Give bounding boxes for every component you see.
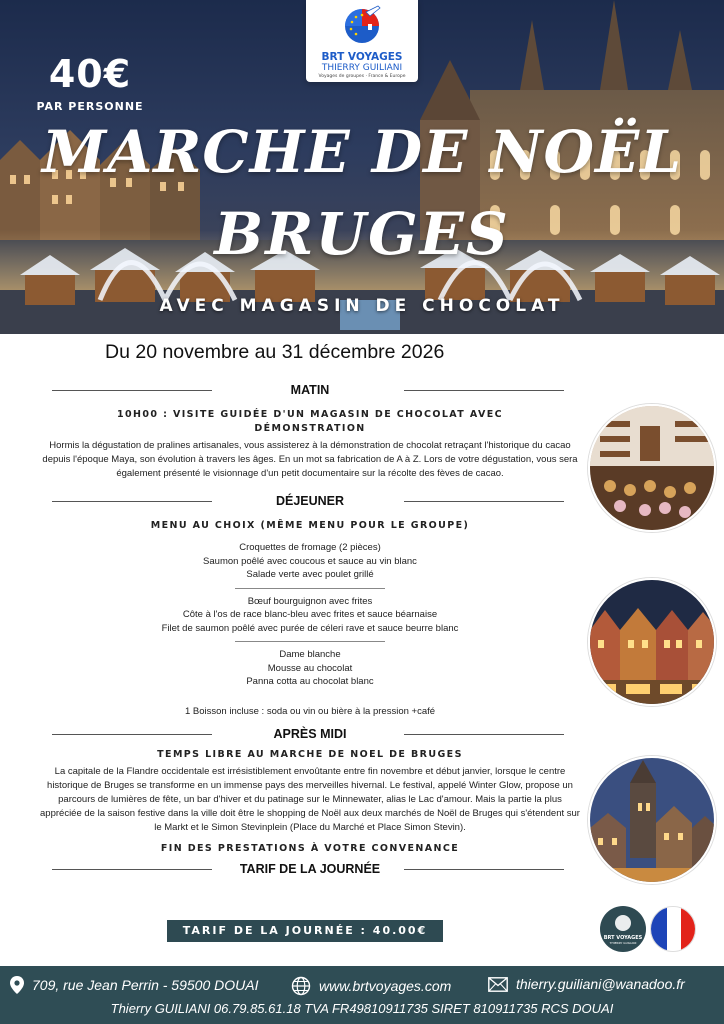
title-line-2: BRUGES xyxy=(214,200,510,268)
french-flag-icon xyxy=(650,906,696,952)
divider-left xyxy=(52,734,212,735)
bruges-houses-image xyxy=(590,580,716,706)
program-content xyxy=(40,380,580,887)
menu-item: Panna cotta au chocolat blanc xyxy=(246,676,374,687)
title-line-1: MARCHE DE NOËL xyxy=(42,118,682,186)
footer xyxy=(0,966,724,1024)
menu-item: Mousse au chocolat xyxy=(267,662,353,674)
divider-left xyxy=(52,390,212,391)
apres-midi-paragraph: La capitale de la Flandre occidentale est irrésistiblement envoûtante entre fin novembre et début janvier, lorsque le centre historique de Bruges se transforme en un immense pays des merveilles hivernal. Le festival, appelé Winter Glow, propose un parcours de lumières de fête, un bar d'hiver et du patinage sur le Minnewater, alias le Lac d'amour. Mais la partie la plus appréciée de la saison festive dans la ville doit être le shopping de Noël aux deux marchés de Noël de Bruges qui s'étendent sur le Markt et le Simon Stevinplein (Place du Marché et Place Simon Stevin). xyxy=(40,766,580,833)
price-amount: 40€ xyxy=(48,52,132,96)
heading-label: MATIN xyxy=(290,383,330,397)
menu-item: Filet de saumon poêlé avec purée de céleri rave et sauce beurre blanc xyxy=(161,622,459,634)
chocolate-shop-image xyxy=(590,406,716,532)
section-heading-apres-midi xyxy=(40,724,580,744)
bruges-tower-image xyxy=(590,758,716,884)
globe-icon xyxy=(291,976,311,996)
matin-paragraph: Hormis la dégustation de pralines artisanales, vous assisterez à la démonstration de chocolat retraçant l'historique du cacao depuis l'époque Maya, son évolution à travers les âges. En un mot sa fabrication de A à Z. Lors de votre dégustation, vous sera également présenté le visionnage d'un petit documentaire sur la récolte des fèves de cacao. xyxy=(42,440,578,479)
price-tag xyxy=(30,52,150,122)
email-link[interactable]: thierry.guiliani@wanadoo.fr xyxy=(516,976,685,992)
divider-right xyxy=(404,501,564,502)
brt-badge-logo xyxy=(600,906,646,952)
bruges-tower-photo xyxy=(588,756,716,884)
menu-item: Croquettes de fromage (2 pièces) xyxy=(239,542,381,553)
chocolate-shop-photo xyxy=(588,404,716,532)
location-pin-icon xyxy=(10,976,24,994)
menu-divider xyxy=(235,641,385,642)
menu-item: Salade verte avec poulet grillé xyxy=(246,569,374,580)
menu-divider xyxy=(235,588,385,589)
footer-address xyxy=(10,976,258,994)
globe-plane-logo-icon xyxy=(332,0,392,46)
menu-desserts xyxy=(40,648,580,689)
menu-item: Bœuf bourguignon avec frites xyxy=(247,595,373,607)
divider-right xyxy=(404,734,564,735)
menu-boisson: 1 Boisson incluse : soda ou vin ou bière à la pression +café xyxy=(184,705,436,717)
section-heading-dejeuner xyxy=(40,491,580,511)
heading-label: TARIF DE LA JOURNÉE xyxy=(239,862,381,876)
dejeuner-subheading: MENU AU CHOIX (MÊME MENU POUR LE GROUPE) xyxy=(150,520,470,531)
fin-prestations: FIN DES PRESTATIONS À VOTRE CONVENANCE xyxy=(160,843,460,854)
badge-brand: BRT VOYAGES xyxy=(603,935,643,941)
menu-entrees xyxy=(40,541,580,582)
menu-item: Dame blanche xyxy=(279,649,341,660)
bruges-houses-photo xyxy=(588,578,716,706)
tarif-box: TARIF DE LA JOURNÉE : 40.00€ xyxy=(167,920,443,942)
divider-left xyxy=(52,869,212,870)
footer-contact-row xyxy=(0,976,724,996)
price-caption: PAR PERSONNE xyxy=(36,100,144,113)
apres-midi-subheading: TEMPS LIBRE AU MARCHE DE NOEL DE BRUGES xyxy=(157,749,463,760)
hero-subtitle: AVEC MAGASIN DE CHOCOLAT xyxy=(159,296,565,316)
brand-logo xyxy=(306,0,418,82)
divider-left xyxy=(52,501,212,502)
menu-item: Saumon poêlé avec coucous et sauce au vin blanc xyxy=(203,555,417,567)
logo-name-text: THIERRY GUILIANI xyxy=(321,63,403,73)
section-heading-matin xyxy=(40,380,580,400)
matin-subheading: 10H00 : VISITE GUIDÉE D'UN MAGASIN DE CHOCOLAT AVEC DÉMONSTRATION xyxy=(116,409,504,434)
footer-website[interactable] xyxy=(291,976,451,996)
menu-plats xyxy=(40,595,580,636)
date-range: Du 20 novembre au 31 décembre 2026 xyxy=(105,341,445,363)
footer-email[interactable] xyxy=(488,976,685,992)
footer-legal: Thierry GUILIANI 06.79.85.61.18 TVA FR49810911735 SIRET 810911735 RCS DOUAI xyxy=(110,1001,614,1016)
menu-item: Côte à l'os de race blanc-bleu avec frites et sauce béarnaise xyxy=(182,609,438,620)
heading-label: APRÈS MIDI xyxy=(273,727,347,741)
website-link[interactable]: www.brtvoyages.com xyxy=(319,978,452,994)
heading-label: DÉJEUNER xyxy=(275,494,345,508)
address-text: 709, rue Jean Perrin - 59500 DOUAI xyxy=(32,977,259,993)
divider-right xyxy=(404,869,564,870)
badge-name: THIERRY GUILIANI xyxy=(609,941,637,945)
logo-brand-text: BRT VOYAGES xyxy=(321,51,403,63)
divider-right xyxy=(404,390,564,391)
mail-icon xyxy=(488,977,508,992)
brt-badge-icon xyxy=(600,906,646,952)
hero-banner xyxy=(0,0,724,334)
section-heading-tarif xyxy=(40,859,580,879)
logo-tagline: Voyages de groupes · France & Europe xyxy=(318,74,406,79)
